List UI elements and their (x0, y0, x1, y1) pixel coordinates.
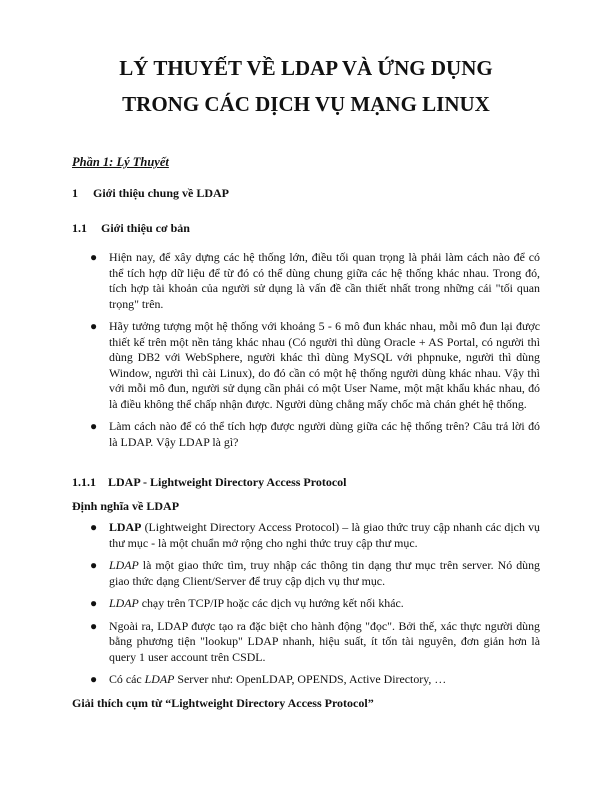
bullet-icon: ● (90, 618, 98, 633)
bullet-icon: ● (90, 596, 98, 610)
list-item (90, 250, 540, 312)
list-item-text: Hiện nay, để xây dựng các hệ thống lớn, điều tối quan trọng là phải làm cách nào để có thể tích hợp dữ liệu để từ đó có thể dùng chung giữa các hệ thống khác nhau. Trong đó, tích hợp tài khoản của người sử dụng là vấn đề cần thiết nhất trong những cái "tối quan trọng" trên. (109, 250, 540, 311)
term-ldap: LDAP (109, 558, 139, 572)
bullet-icon: ● (90, 672, 98, 686)
list-item-text: là một giao thức tìm, truy nhập các thông tin dạng thư mục trên server. Nó dùng giao thức dạng Client/Server để truy cập dịch vụ thư mục. (109, 558, 540, 588)
list-item (90, 319, 540, 412)
intro-bullet-list (90, 250, 540, 457)
section-title: LDAP - Lightweight Directory Access Protocol (108, 475, 347, 489)
section-1-1-heading (72, 222, 190, 234)
list-item-text: chạy trên TCP/IP hoặc các dịch vụ hướng kết nối khác. (138, 596, 404, 610)
section-1-1-1-heading (72, 476, 347, 488)
term-ldap: LDAP (144, 672, 175, 686)
list-item (90, 596, 540, 612)
section-number: 1.1.1 (72, 475, 96, 489)
list-item-text: (Lightweight Directory Access Protocol) – là giao thức truy cập nhanh các dịch vụ thư mục - là một chuẩn mở rộng cho nghi thức truy cập thư mục. (109, 520, 540, 550)
bullet-icon: ● (90, 520, 98, 534)
bullet-icon: ● (90, 419, 98, 433)
list-item (90, 619, 540, 666)
list-item (90, 558, 540, 589)
section-number: 1 (72, 186, 78, 200)
bullet-icon: ● (90, 558, 98, 572)
section-number: 1.1 (72, 221, 87, 235)
term-ldap: LDAP (109, 520, 142, 534)
list-item-text: Hãy tưởng tượng một hệ thống với khoảng 5 - 6 mô đun khác nhau, mỗi mô đun lại được thiết kế trên một nền tảng khác nhau (Có người thì dùng Oracle + AS Portal, có người thì dùng DB2 với WebSphere, người khác thì dùng MySQL với phpnuke, người thì dùng Window, người thì cài Linux), do đó cần có một hệ thống người dùng khác nhau. Vậy thì với mỗi mô đun, người sử dụng cần phải có một User Name, một mật khẩu khác nhau, đó là điều không thể chấp nhận được. Người dùng chẳng mấy chốc mà chán ghét hệ thống. (109, 319, 540, 411)
title-line-1: LÝ THUYẾT VỀ LDAP VÀ ỨNG DỤNG (119, 56, 493, 80)
bullet-icon: ● (90, 250, 98, 264)
list-item (90, 672, 540, 688)
explain-heading: Giải thích cụm từ “Lightweight Directory Access Protocol” (72, 696, 374, 710)
definition-bullet-list (90, 520, 540, 695)
section-1-heading (72, 187, 229, 199)
list-item-text-continued: Server như: OpenLDAP, OPENDS, Active Directory, … (174, 672, 447, 686)
section-title: Giới thiệu cơ bản (101, 221, 190, 235)
term-ldap: LDAP (109, 596, 139, 610)
section-title: Giới thiệu chung về LDAP (93, 186, 229, 200)
list-item-text: Có các (109, 672, 145, 686)
title-line-2: TRONG CÁC DỊCH VỤ MẠNG LINUX (122, 92, 490, 116)
list-item-text: Ngoài ra, LDAP được tạo ra đặc biệt cho hành động "đọc". Bởi thế, xác thực người dùng bằng phương tiện "lookup" LDAP nhanh, hiệu suất, ít tốn tài nguyên, đơn giản hơn là query 1 user account trên CSDL. (109, 618, 540, 664)
part-heading: Phần 1: Lý Thuyết (72, 155, 169, 169)
list-item (90, 419, 540, 450)
definition-heading: Định nghĩa về LDAP (72, 499, 180, 513)
list-item (90, 520, 540, 551)
list-item-text: Làm cách nào để có thể tích hợp được người dùng giữa các hệ thống trên? Câu trả lời đó là LDAP. Vậy LDAP là gì? (109, 419, 540, 449)
bullet-icon: ● (90, 319, 98, 333)
